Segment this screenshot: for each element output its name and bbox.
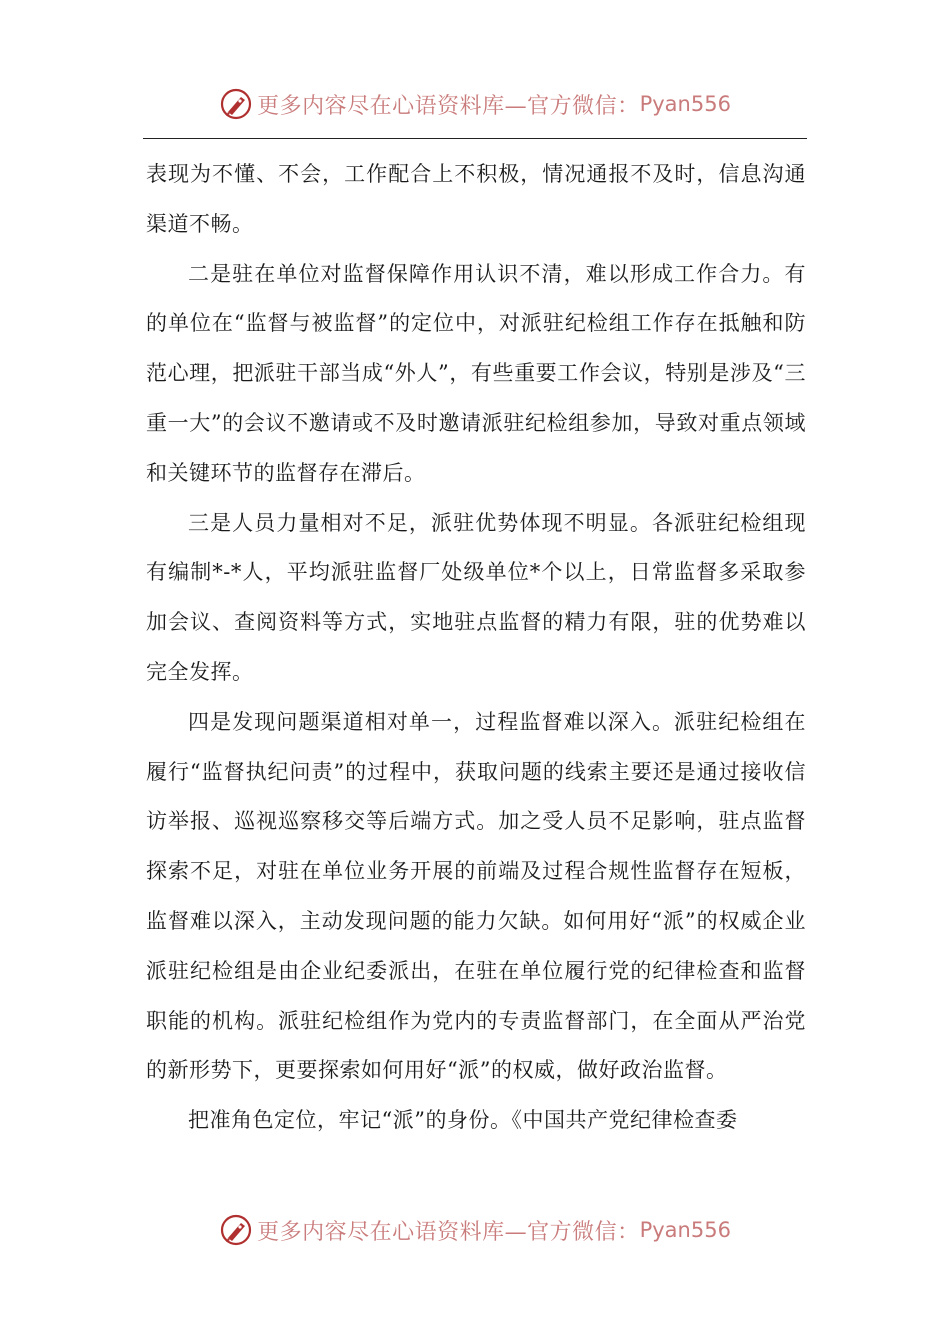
header-watermark-text: 更多内容尽在心语资料库—官方微信： <box>257 93 640 119</box>
footer-watermark-text: 更多内容尽在心语资料库—官方微信： <box>257 1219 640 1245</box>
paragraph-point-four: 四是发现问题渠道相对单一，过程监督难以深入。派驻纪检组在履行“监督执纪问责”的过程中，获取问题的线索主要还是通过接收信访举报、巡视巡察移交等后端方式。加之受人员不足影响，驻点监督探索不足，对驻在单位业务开展的前端及过程合规性监督存在短板，监督难以深入，主动发现问题的能力欠缺。如何用好“派”的权威企业派驻纪检组是由企业纪委派出，在驻在单位履行党的纪律检查和监督职能的机构。派驻纪检组作为党内的专责监督部门，在全面从严治党的新形势下，更要探索如何用好“派”的权威，做好政治监督。 <box>146 709 806 1083</box>
pen-nib-logo-icon <box>219 1213 253 1247</box>
footer-watermark-handle: Pyan556 <box>639 1218 731 1242</box>
paragraph-role-positioning: 把准角色定位，牢记“派”的身份。《中国共产党纪律检查委 <box>188 1108 738 1133</box>
header-watermark-handle: Pyan556 <box>639 92 731 116</box>
footer-watermark <box>0 1210 950 1250</box>
pen-nib-logo-icon <box>219 87 253 121</box>
header-watermark <box>0 84 950 124</box>
document-body <box>146 150 806 1146</box>
paragraph-continued: 表现为不懂、不会，工作配合上不积极，情况通报不及时，信息沟通渠道不畅。 <box>146 162 806 236</box>
paragraph-point-three: 三是人员力量相对不足，派驻优势体现不明显。各派驻纪检组现有编制*-*人，平均派驻监督厂处级单位*个以上，日常监督多采取参加会议、查阅资料等方式，实地驻点监督的精力有限，驻的优势难以完全发挥。 <box>146 510 806 684</box>
header-divider <box>143 138 807 139</box>
paragraph-point-two: 二是驻在单位对监督保障作用认识不清，难以形成工作合力。有的单位在“监督与被监督”的定位中，对派驻纪检组工作存在抵触和防范心理，把派驻干部当成“外人”，有些重要工作会议，特别是涉及“三重一大”的会议不邀请或不及时邀请派驻纪检组参加，导致对重点领域和关键环节的监督存在滞后。 <box>146 261 806 485</box>
